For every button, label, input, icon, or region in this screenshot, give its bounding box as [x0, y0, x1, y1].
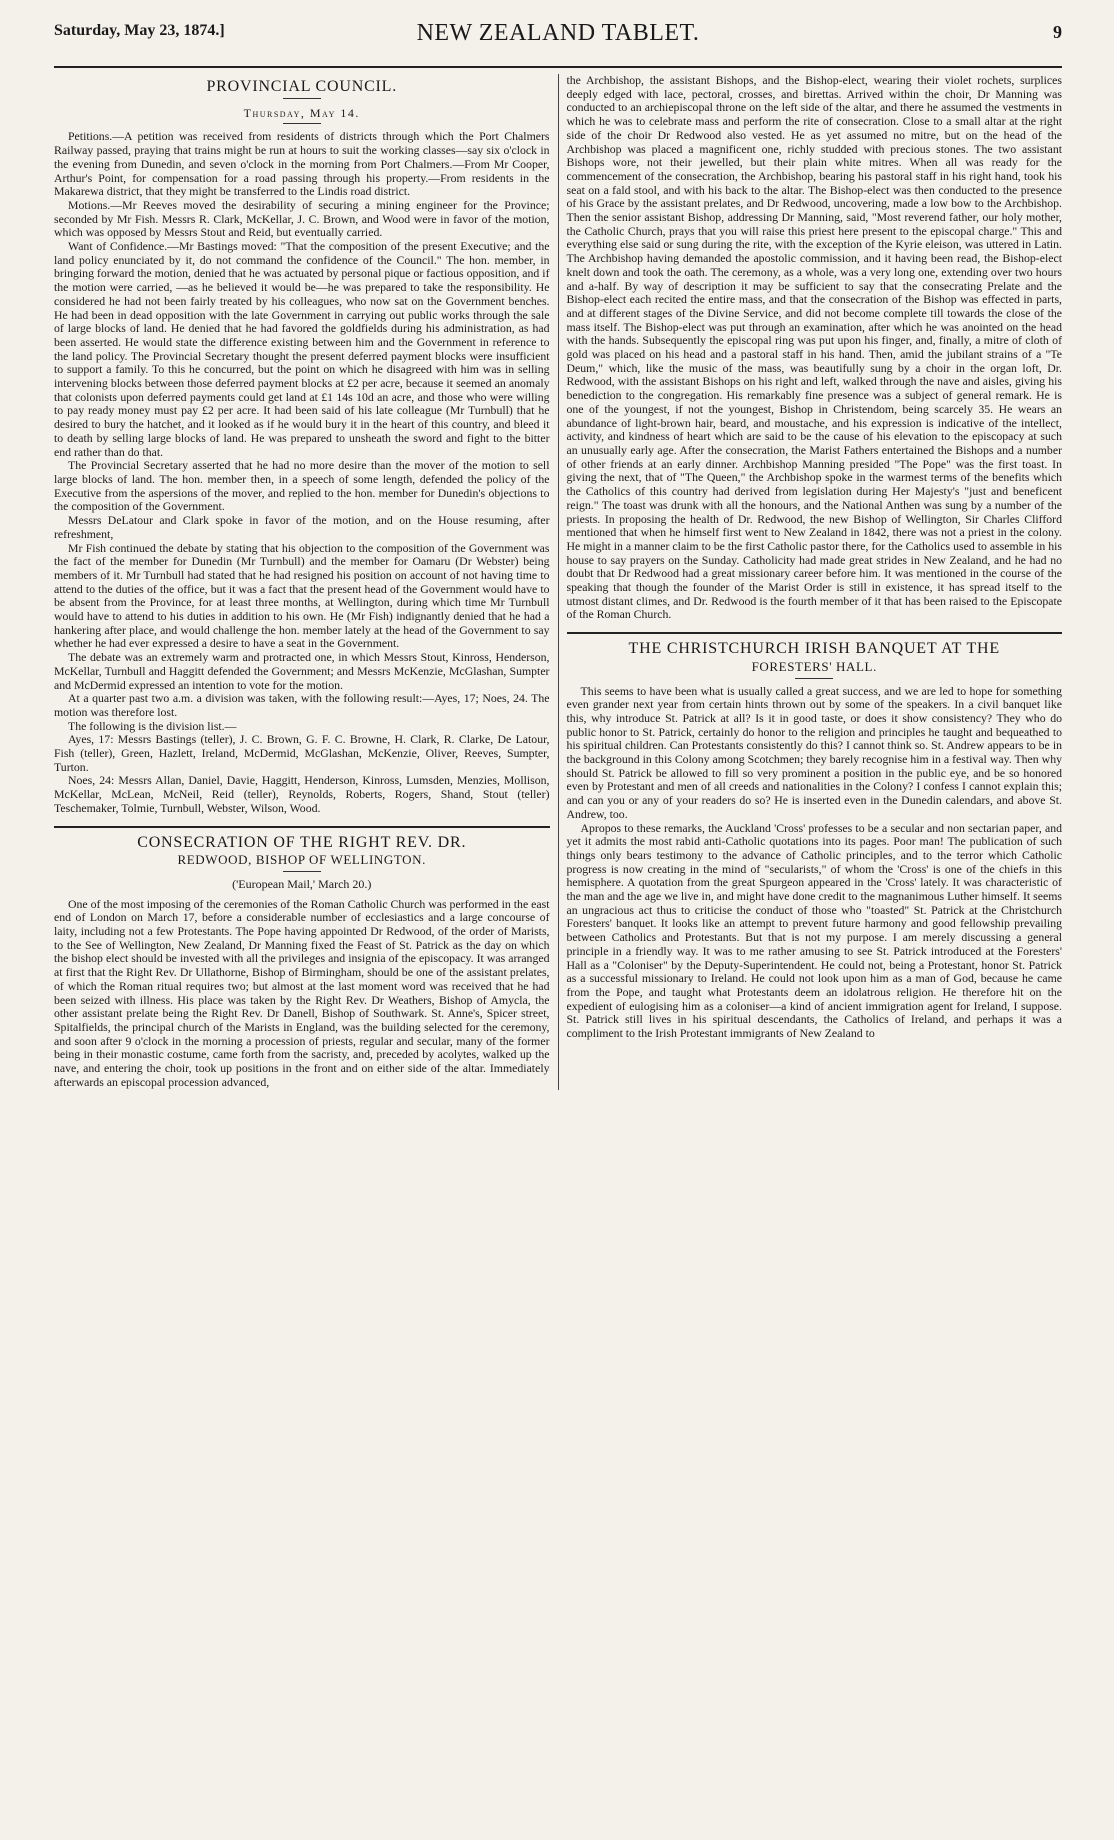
section-divider — [54, 826, 550, 828]
division-ayes: Ayes, 17: Messrs Bastings (teller), J. C. Brown, G. F. C. Browne, H. Clark, R. Clarke, De Latour, Fish (teller), Green, Hazlett, Ireland, McDermid, McGlashan, McKenzie, Oliver, Reeves, Sumpter, Turton. — [54, 732, 550, 774]
article-paragraph: Petitions.—A petition was received from residents of districts through which the Port Chalmers Railway passed, praying that trains might be run at hours to suit the working classes—say six o'clock in the evening from Dunedin, and seven o'clock in the morning from Port Chalmers.—From Mr Cooper, Arthur's Point, for compensation for a road passing through his property.—From residents in the Makarewa district, that they might be transferred to the Lindis road district. — [54, 129, 550, 199]
left-column — [54, 74, 558, 1090]
article-paragraph: Messrs DeLatour and Clark spoke in favor of the motion, and on the House resuming, after refreshment, — [54, 513, 550, 541]
article-paragraph: Apropos to these remarks, the Auckland 'Cross' professes to be a secular and non sectarian paper, and yet it admits the most rabid anti-Catholic quotations into its pages. Poor man! The publication of such things only bears testimony to the advance of Catholic principles, and to the terror which Catholic progress is now creating in the mind of "secularists," of whom the 'Cross' is one of the chiefs in this hemisphere. A quotation from the great Spurgeon appeared in the 'Cross' lately. It was characteristic of the man and the age we live in, and might have done credit to the magnanimous Luther himself. It seems an ungracious act thus to criticise the conduct of those who "toasted" St. Patrick at the Christchurch Foresters' banquet. It looks like an attempt to prevent future harmony and good fellowship prevailing between Catholics and Protestants. But that is not my purpose. I am merely discussing a general principle in a friendly way. It was to me rather amusing to see St. Patrick introduced at the Foresters' Hall as a "Coloniser" by the Deputy-Superintendent. He could not, being a Protestant, honor St. Patrick as a successful missionary to Ireland. He could not look upon him as a man of God, because he came from the Pope, and taught what Protestants deem an idolatrous religion. He therefore hit on the expedient of eulogising him as a coloniser—a kind of ancient immigration agent for Ireland, I suppose. St. Patrick still lives in his spiritual descendants, the Catholics of Ireland, and perhaps it was a compliment to the Irish Protestant immigrants of New Zealand to — [566, 820, 1062, 1041]
article-paragraph: the Archbishop, the assistant Bishops, and the Bishop-elect, wearing their violet rochets, surplices deeply edged with lace, pectoral, crosses, and birettas. Arrived within the choir, Dr Manning was conducted to an archiepiscopal throne on the left side of the altar, and there he assumed the vestments in which he was to celebrate mass and perform the rite of consecration. Close to a small altar at the right side of the choir Dr Redwood also vested. He as yet assumed no mitre, but on the head of the Archbishop was placed a magnificent one, richly studded with precious stones. The two assistant Bishops wore, not their jewelled, but their plain white mitres. When all was ready for the commencement of the consecration, the Archbishop, bearing his pastoral staff in his right hand, took his seat on a fald stool, and with his back to the altar. The Bishop-elect was then conducted to the presence of his Grace by the assistant prelates, and Dr Redwood, uncovering, made a low bow to the Archbishop. Then the senior assistant Bishop, addressing Dr Manning, said, "Most reverend father, our holy mother, the Catholic Church, prays that you will raise this priest here present to the episcopal charge." This and everything else said or sung during the rite, with the exception of the Kyrie eleison, was uttered in Latin. The Archbishop having demanded the apostolic commission, and it having been read, the Bishop-elect knelt down and took the oath. The ceremony, as a whole, was a very long one, extending over two hours and a-half. By way of description it may be sufficient to say that the consecrating Prelate and the Bishop-elect each recited the entire mass, and that the consecration of the Bishop was effected in parts, and at different stages of the Divine Service, and did not become complete till towards the close of the mass itself. The Bishop-elect was put through an examination, after which he was anointed on the head with the hands. Subsequently the episcopal ring was put upon his finger, and, finally, a mitre of cloth of gold was placed on his head and a pastoral staff in his hand. Then, amid the jubilant strains of a "Te Deum," which, like the music of the mass, was beautifully sung by a choir in the organ loft, Dr. Redwood, with the assistant Bishops on his right and left, walked through the nave and aisles, giving his benediction to the congregation. His remarkably fine presence was a subject of general remark. He is one of the youngest, if not the youngest, Bishop in Christendom, being scarcely 35. He wears an abundance of light-brown hair, beard, and moustache, and his expression is indicative of the intellect, activity, and kindness of heart which are said to be the cause of his elevation to the episcopacy at such an unusually early age. After the consecration, the Marist Fathers entertained the Bishops and a number of other friends at an early dinner. Archbishop Manning presided "The Pope" was the first toast. In giving the next, that of "The Queen," the Archbishop spoke in the warmest terms of the benefits which the Catholics of this country had derived from legislation during Her Majesty's "just and beneficent reign." The toast was drunk with all the honours, and the National Anthen was sung by a number of the priests. In proposing the health of Dr. Redwood, the new Bishop of Wellington, Sir Charles Clifford mentioned that when he himself first went to New Zealand in 1842, there was not a priest in the colony. He might in a manner claim to be the first Catholic pastor there, for the Catholics used to assemble in his house to say prayers on the Sunday. Catholicity had made great strides in New Zealand, and he had no doubt that Dr Redwood had a great missionary career before him. It was mentioned in the course of the speaking that though the founder of the Marist Order is still in existence, it has spread itself to the utmost distant climes, and Dr. Redwood is the fourth member of it that has been raised to the Episcopate of the Roman Church. — [566, 73, 1062, 622]
article-paragraph: Mr Fish continued the debate by stating that his objection to the composition of the Government was the fact of the member for Dunedin (Mr Turnbull) and the member for Oamaru (Dr Webster) being members of it. Mr Turnbull had stated that he had resigned his position on account of not having time to attend to the duties of the office, but it was a fact that the present head of the Government would have to be absent from the Province, for at least three months, at Wellington, during which time Mr Turnbull would have to attend to his duties in addition to his own. He (Mr Fish) indignantly denied that he had a hankering after place, and would challenge the hon. member lately at the head of the Government to say whether he had ever expressed a desire to have a seat in the Government. — [54, 540, 550, 651]
newspaper-title: NEW ZEALAND TABLET. — [416, 20, 700, 46]
banquet-heading: THE CHRISTCHURCH IRISH BANQUET AT THE — [628, 640, 1000, 658]
divider — [283, 871, 321, 872]
article-paragraph: The debate was an extremely warm and protracted one, in which Messrs Stout, Kinross, Henderson, McKellar, Turnbull and Haggitt defended the Government; and Messrs McKenzie, McGlashan, Sumpter and McDermid expressed an intention to vote for the motion. — [54, 650, 550, 692]
divider — [283, 98, 321, 99]
divider — [795, 678, 833, 679]
article-paragraph: Motions.—Mr Reeves moved the desirability of securing a mining engineer for the Province; seconded by Mr Fish. Messrs R. Clark, McKellar, J. C. Brown, and Wood were in favor of the motion, which was opposed by Messrs Stout and Reid, but eventually carried. — [54, 197, 550, 240]
banquet-subheading: FORESTERS' HALL. — [751, 658, 877, 674]
section-divider — [567, 632, 1063, 634]
provincial-council-heading: PROVINCIAL COUNCIL. — [206, 78, 398, 95]
article-paragraph: One of the most imposing of the ceremonies of the Roman Catholic Church was performed in the east end of London on March 17, before a considerable number of ecclesiastics and a large concourse of laity, including not a few Protestants. The Pope having appointed Dr Redwood, of the order of Marists, to the See of Wellington, New Zealand, Dr Manning fixed the Feast of St. Patrick as the day on which the bishop elect should be invested with all the privileges and insignia of the episcopacy. It was arranged at first that the Right Rev. Dr Ullathorne, Bishop of Birmingham, should be one of the assistant prelates, of which the Roman ritual requires two; but almost at the last moment word was received that he had been seized with illness. His place was taken by the Right Rev. Dr Weathers, Bishop of Amycla, the other assistant prelate being the Right Rev. Dr Danell, Bishop of Southwark. St. Anne's, Spicer street, Spitalfields, the principal church of the Marists in England, was the building selected for the ceremony, and soon after 9 o'clock in the morning a procession of priests, regular and secular, many of the former being in their monastic costume, came forth from the sacristy, and, preceded by acolytes, walked up the nave, and entering the choir, took up positions in the front and on either side of the altar. Immediately afterwards an episcopal procession advanced, — [54, 896, 550, 1089]
article-paragraph: The following is the division list.— — [68, 718, 237, 733]
right-column — [558, 74, 1063, 1090]
masthead — [54, 20, 1062, 64]
article-paragraph: The Provincial Secretary asserted that he had no more desire than the mover of the motion to sell large blocks of land. The hon. member then, in a speech of some length, defended the policy of the Executive from the aspersions of the mover, and replied to the hon. member for Dunedin's objections to the composition of the Government. — [54, 458, 550, 514]
article-paragraph: This seems to have been what is usually called a great success, and we are led to hope for something even grander next year from certain hints thrown out by some of the speakers. In a civil banquet like this, why introduce St. Patrick at all? Is it in good taste, or does it show consistency? They who do public honor to St. Patrick, certainly do honor to the religion and principles he taught and bequeathed to his spiritual children. Can Protestants consistently do this? I cannot think so. St. Andrew appears to be in the background in this Colony among Scotchmen; they barely recognise him in a festival way. Then why should St. Patrick be allowed to fill so very prominent a position in the public eye, and be so honored even by Protestant and men of all creeds and nationalities in the Colony? I confess I cannot explain this; and can you or any of your readers do so? He is inserted even in the Dunedin calendars, and above St. Andrew, too. — [566, 683, 1062, 821]
session-date: Thursday, May 14. — [243, 105, 360, 120]
article-source: ('European Mail,' March 20.) — [232, 876, 372, 891]
consecration-heading: CONSECRATION OF THE RIGHT REV. DR. — [137, 833, 467, 851]
masthead-rule — [54, 66, 1062, 68]
page-number: 9 — [1053, 22, 1062, 42]
issue-date: Saturday, May 23, 1874.] — [54, 22, 225, 39]
division-noes: Noes, 24: Messrs Allan, Daniel, Davie, Haggitt, Henderson, Kinross, Lumsden, Menzies, Mollison, McKellar, McLean, McNeil, Reid (teller), Reynolds, Roberts, Rogers, Shand, Stout (teller) Teschemaker, Tolmie, Turnbull, Webster, Wilson, Wood. — [54, 773, 550, 815]
divider — [283, 123, 321, 124]
consecration-subheading: REDWOOD, BISHOP OF WELLINGTON. — [177, 852, 426, 868]
columns — [54, 74, 1062, 1090]
article-paragraph: At a quarter past two a.m. a division was taken, with the following result:—Ayes, 17; Noes, 24. The motion was therefore lost. — [54, 691, 550, 719]
article-paragraph: Want of Confidence.—Mr Bastings moved: "That the composition of the present Executive; and the land policy enunciated by it, do not command the confidence of the Council." The hon. member, in bringing forward the motion, denied that he was actuated by personal pique or factious opposition, and if the motion were carried, —as he believed it would be—he was prepared to take the responsibility. He considered he had not been fairly treated by his colleagues, who now sat on the Government benches. He had been in dead opposition with the late Government in carrying out public works through the sale of large blocks of land. He denied that he had favored the goldfields during his administration, as had been asserted. He would state the difference existing between him and the Government in reference to the land policy. The Provincial Secretary thought the present deferred payment blocks were insufficient to support a family. To this he concurred, but the point on which he disagreed with him was in selling intervening blocks between those deferred payment blocks at £2 per acre, because it seemed an anomaly that colonists upon deferred payments could get land at £1 14s 10d an acre, and those who were willing to pay ready money must pay £2 per acre. It had been said of his late colleague (Mr Turnbull) that he desired to bury the hatchet, and it looked as if he would bury it in the heart of this country, and bleed it to death by selling large blocks of land. He was prepared to unsheath the sword and fight to the bitter end rather than do that. — [54, 239, 550, 459]
